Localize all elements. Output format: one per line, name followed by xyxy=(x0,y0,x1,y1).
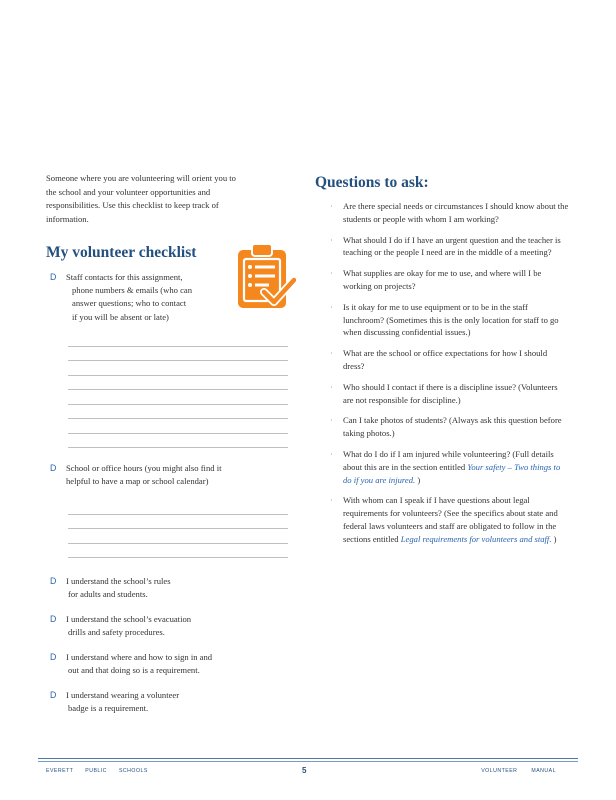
checklist-item-staff-contacts[interactable]: D Staff contacts for this assignment, phone numbers & emails (who can answer questions; who to contact if you will be absent or late) xyxy=(50,272,193,322)
questions-list xyxy=(330,200,570,554)
question-item: · Who should I contact if there is a discipline issue? (Volunteers are not responsible for discipline.) xyxy=(330,381,558,405)
footer-rule-thin xyxy=(38,761,578,762)
bullet-glyph: · xyxy=(330,448,333,459)
checkbox-glyph[interactable]: D xyxy=(50,652,57,662)
bullet-glyph: · xyxy=(330,201,333,211)
checkbox-glyph[interactable]: D xyxy=(50,463,57,473)
checklist-item-evacuation[interactable]: D I understand the school’s evacuation drills and safety procedures. xyxy=(50,614,192,638)
bullet-glyph: · xyxy=(330,415,333,426)
question-item: · With whom can I speak if I have questions about legal requirements for volunteers? (See the specifics about state and federal laws volunteers and staff are obligated to follow in the sections entitled Legal requirements for volunteers and staff. ) xyxy=(330,495,558,544)
bullet-glyph: · xyxy=(330,234,333,245)
question-item: · Can I take photos of students? (Always ask this question before taking photos.) xyxy=(330,415,562,439)
checklist-item-sign-in[interactable]: D I understand where and how to sign in and out and that doing so is a requirement. xyxy=(50,652,213,676)
question-item: · Is it okay for me to use equipment or to be in the staff lunchroom? (Sometimes this is the only location for staff to go when discussing confidential issues.) xyxy=(330,301,559,338)
intro-paragraph: Someone where you are volunteering will orient you to the school and your volunteer opportunities and responsibilities. Use this checklist to keep track of information. xyxy=(46,173,236,224)
checklist-heading: My volunteer checklist xyxy=(46,244,197,261)
footer-manual-title: VOLUNTEER MANUAL xyxy=(481,768,556,774)
questions-heading: Questions to ask: xyxy=(315,174,429,191)
checklist-item-office-hours[interactable]: D School or office hours (you might also find it helpful to have a map or school calendar) xyxy=(50,463,222,487)
question-item: · Are there special needs or circumstances I should know about the students or people with whom I am working? xyxy=(330,201,569,224)
footer-district: EVERETT PUBLIC SCHOOLS xyxy=(46,768,148,774)
question-item: · What do I do if I am injured while volunteering? (Full details about this are in the section entitled Your safety – Two things to do if you are injured. ) xyxy=(330,448,561,485)
page-footer xyxy=(46,766,556,778)
write-in-lines-office-hours[interactable] xyxy=(68,500,288,558)
legal-requirements-link[interactable]: Legal requirements for volunteers and staff. xyxy=(400,533,552,544)
checkbox-glyph[interactable]: D xyxy=(50,272,57,282)
safety-section-link[interactable]: Your safety – Two things to do if you are injured. xyxy=(343,461,561,485)
checkbox-glyph[interactable]: D xyxy=(50,614,57,624)
footer-rule xyxy=(38,758,578,759)
checklist-item-school-rules[interactable]: D I understand the school’s rules for adults and students. xyxy=(50,576,171,600)
write-in-lines-staff-contacts[interactable] xyxy=(68,332,288,448)
bullet-glyph: · xyxy=(330,495,333,506)
bullet-glyph: · xyxy=(330,268,333,279)
question-item: · What are the school or office expectations for how I should dress? xyxy=(330,348,548,371)
question-item: · What supplies are okay for me to use, and where will I be working on projects? xyxy=(330,268,542,291)
question-item: · What should I do if I have an urgent question and the teacher is teaching or the people I need are in the middle of a meeting? xyxy=(330,234,561,258)
bullet-glyph: · xyxy=(330,381,333,392)
bullet-glyph: · xyxy=(330,301,333,312)
checkbox-glyph[interactable]: D xyxy=(50,690,57,700)
bullet-glyph: · xyxy=(330,348,333,359)
page-number: 5 xyxy=(302,766,307,775)
checkbox-glyph[interactable]: D xyxy=(50,576,57,586)
checklist-item-badge[interactable]: D I understand wearing a volunteer badge is a requirement. xyxy=(50,690,180,714)
